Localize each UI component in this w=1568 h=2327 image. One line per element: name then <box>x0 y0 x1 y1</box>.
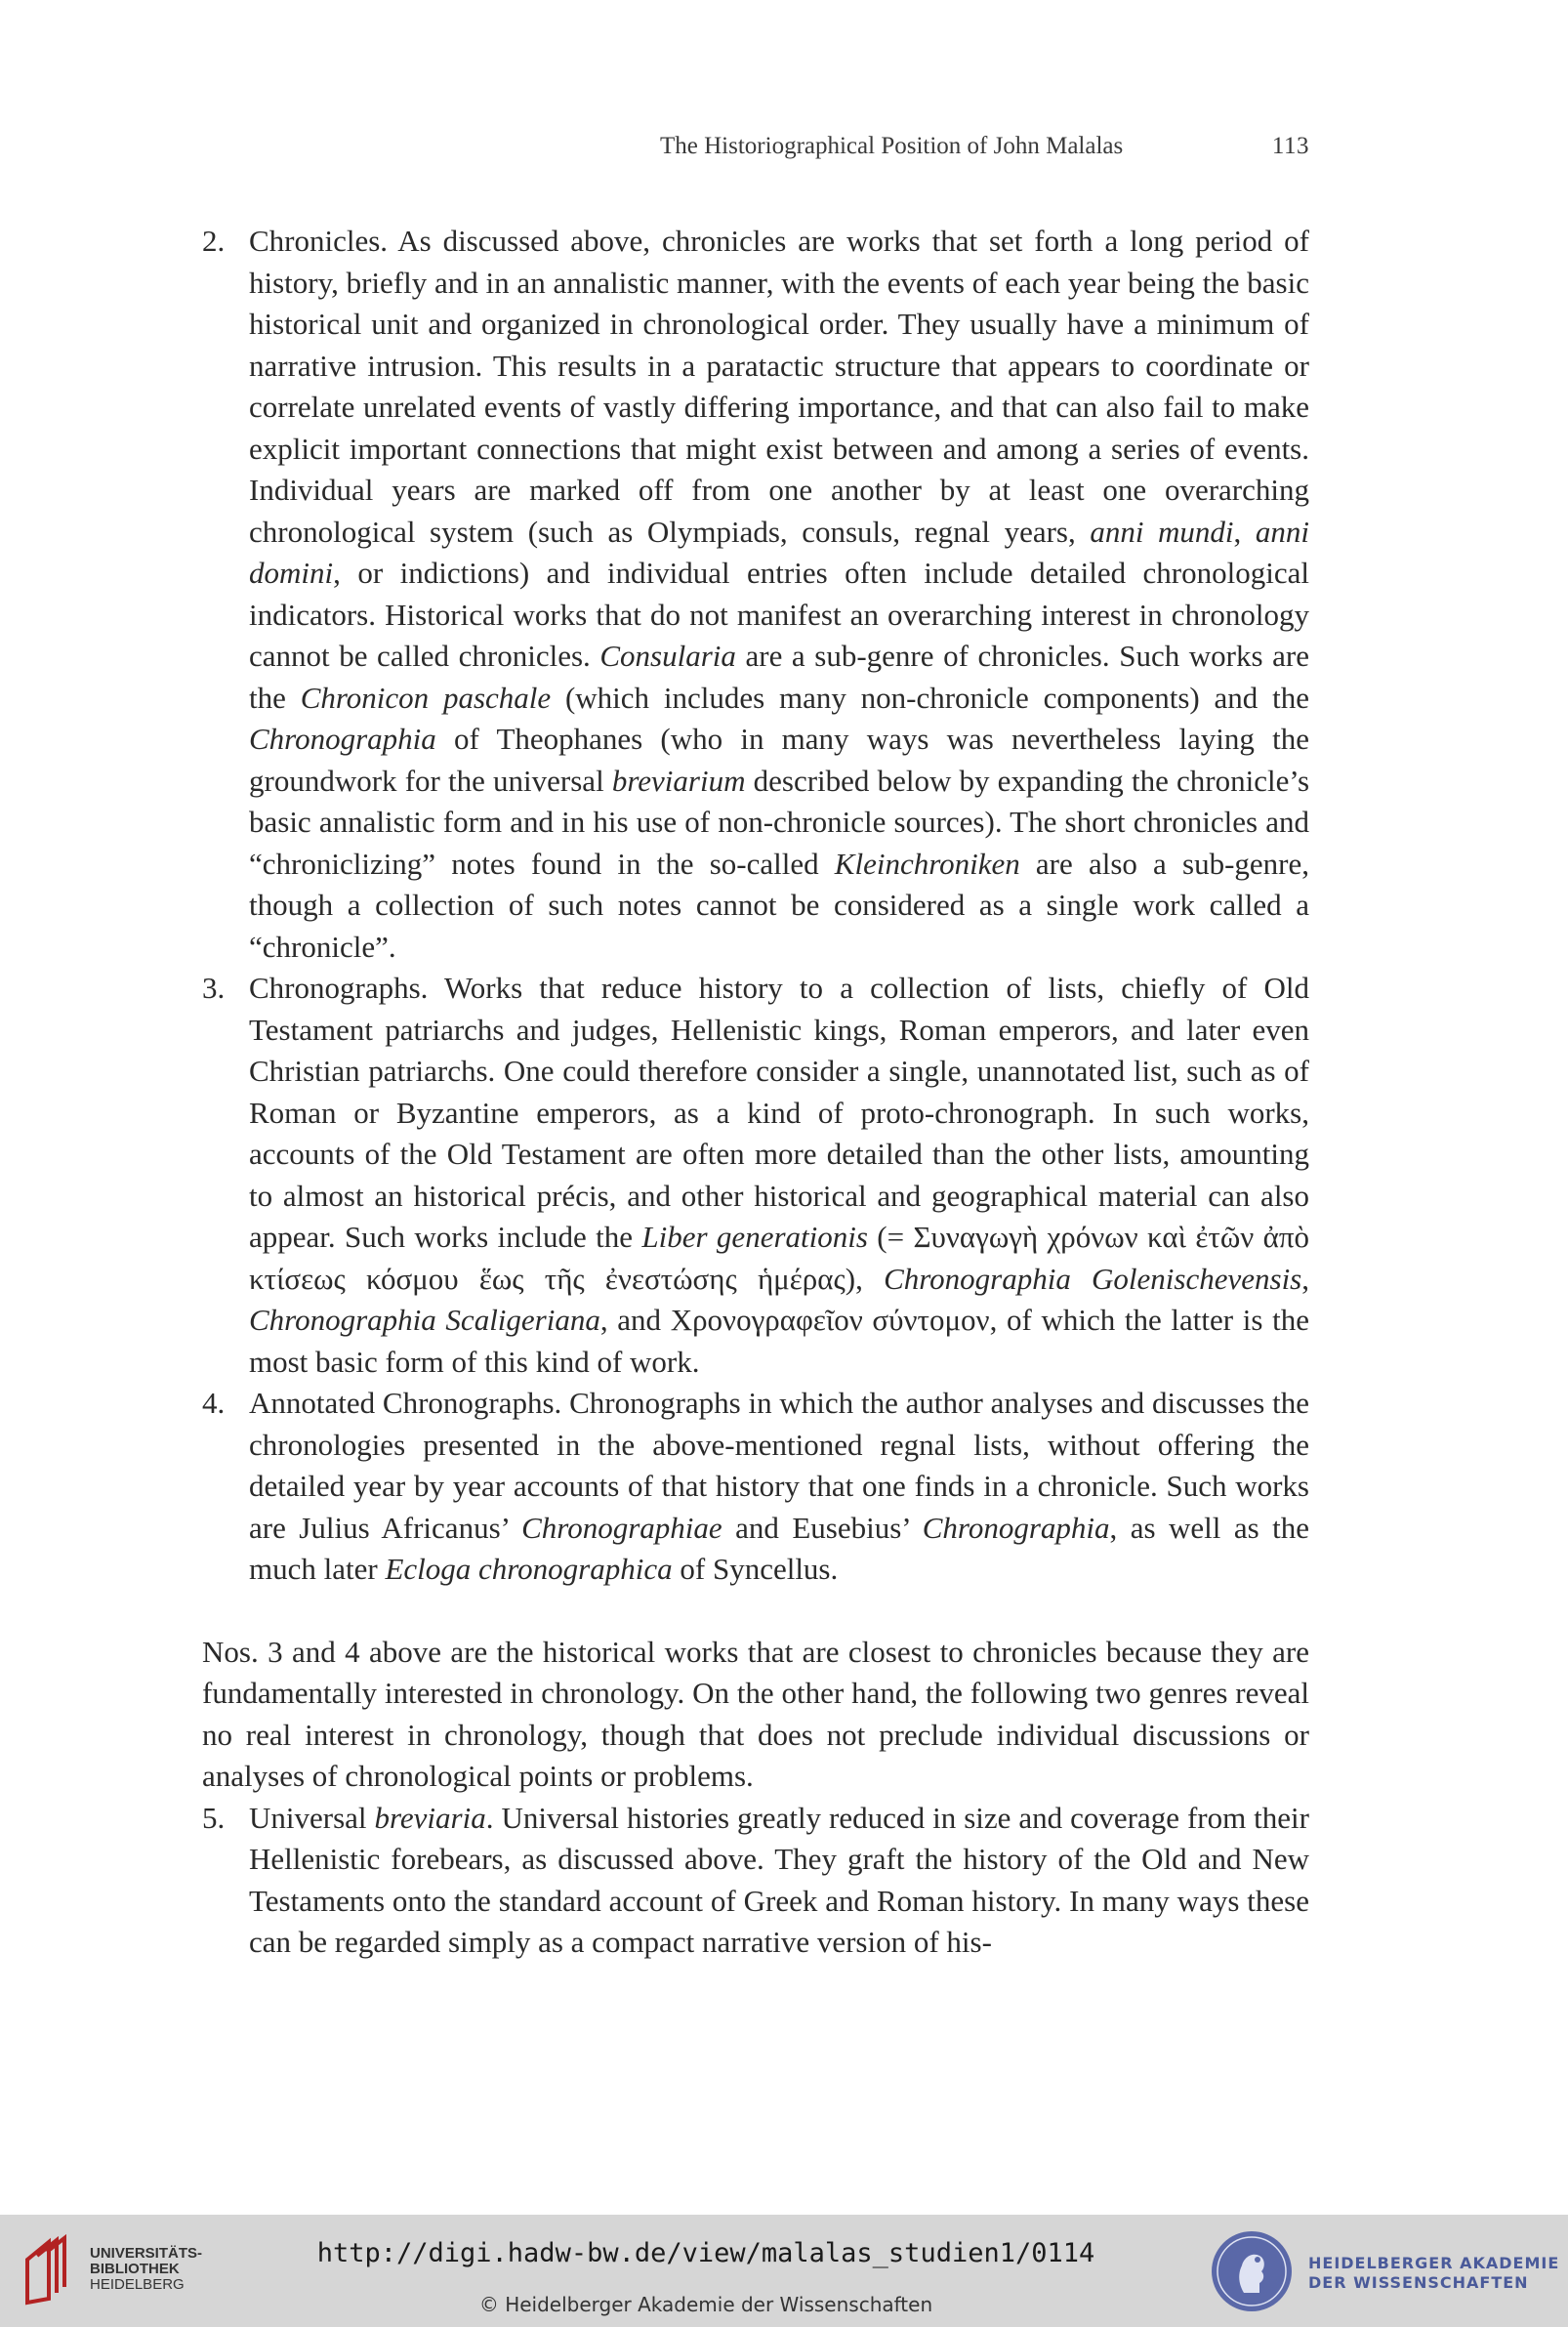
running-header <box>660 133 1309 168</box>
page-number: 113 <box>1271 133 1309 159</box>
list-item-number: 3. <box>202 971 226 1005</box>
list-item-number: 4. <box>202 1386 226 1420</box>
academy-seal-icon <box>1209 2228 1295 2314</box>
running-title: The Historiographical Position of John Malalas <box>660 133 1124 159</box>
footer-band <box>0 2215 1568 2327</box>
list-item-number: 5. <box>202 1800 226 1835</box>
copyright-notice: © Heidelberger Akademie der Wissenschaften <box>478 2293 933 2316</box>
list-item-text: Chronographs. Works that reduce history to a collection of lists, chiefly of Old Testament patriarchs and judges, Hellenistic kings, Roman emperors, and later even Christian patriarchs. One could therefore consider a single, unannotated list, such as of Roman or Byzantine emperors, as a kind of proto-chronograph. In such works, accounts of the Old Testament are often more detailed than the other lists, amounting to almost an historical précis, and other historical and geographical material can also appear. Such works include the Liber generationis (= Συναγωγὴ χρόνων καὶ ἐτῶν ἀπὸ κτίσεως κόσμου ἕως τῆς ἐνεστώσης ἡμέρας), Chronographia Golenischevensis, Chronographia Scaligeriana, and Χρονογραφεῖον σύντομον, of which the latter is the most basic form of this kind of work. <box>249 971 1310 1379</box>
academy-label <box>1308 2254 1559 2293</box>
ub-line-1: UNIVERSITÄTS- <box>90 2245 203 2262</box>
academy-line-2: DER WISSENSCHAFTEN <box>1308 2273 1529 2292</box>
list-item-text: Annotated Chronographs. Chronographs in which the author analyses and discusses the chronologies presented in the above-mentioned regnal lists, without offering the detailed year by year accounts of that history that one finds in a chronicle. Such works are Julius Africanus’ Chronographiae and Eusebius’ Chronographia, as well as the much later Ecloga chronographica of Syncellus. <box>249 1386 1310 1586</box>
list-item-text: Universal breviaria. Universal histories greatly reduced in size and coverage from their Hellenistic forebears, as discussed above. They graft the history of the Old and New Testaments onto the standard account of Greek and Roman history. In many ways these can be regarded simply as a compact narrative version of his- <box>249 1800 1309 1959</box>
academy-line-1: HEIDELBERGER AKADEMIE <box>1308 2254 1560 2272</box>
body-text <box>202 221 1309 1964</box>
copyright-row <box>0 2293 1568 2316</box>
paragraph: Nos. 3 and 4 above are the historical works that are closest to chronicles because they are fundamentally interested in chronology. On the other hand, the following two genres reveal no real interest in chronology, though that does not preclude individual discussions or analyses of chronological points or problems. <box>202 1634 1309 1793</box>
list-item <box>202 968 1309 1383</box>
source-url-link[interactable]: http://digi.hadw-bw.de/view/malalas_studien1/0114 <box>316 2238 1095 2268</box>
ub-line-3: HEIDELBERG <box>90 2276 185 2293</box>
list-item-text: Chronicles. As discussed above, chronicles are works that set forth a long period of history, briefly and in an annalistic manner, with the events of each year being the basic historical unit and organized in chronological order. They usually have a minimum of narrative intrusion. This results in a paratactic structure that appears to coordinate or correlate unrelated events of vastly differing importance, and that can also fail to make explicit important connections that might exist between and among a series of events. Individual years are marked off from one another by at least one overarching chronological system (such as Olympiads, consuls, regnal years, anni mundi, anni domini, or indictions) and individual entries often include detailed chronological indicators. Historical works that do not manifest an overarching interest in chronology cannot be called chronicles. Consularia are a sub-genre of chronicles. Such works are the Chronicon paschale (which includes many non-chronicle components) and the Chronographia of Theophanes (who in many ways was nevertheless laying the groundwork for the universal breviarium described below by expanding the chronicle’s basic annalistic form and in his use of non-chronicle sources). The short chronicles and “chroniclizing” notes found in the so-called Kleinchroniken are also a sub-genre, though a collection of such notes cannot be considered as a single work called a “chronicle”. <box>249 224 1310 964</box>
list-item <box>202 1383 1309 1591</box>
ub-line-2: BIBLIOTHEK <box>90 2261 180 2277</box>
list-item-number: 2. <box>202 224 226 258</box>
list-item <box>202 1798 1309 1964</box>
list-item <box>202 221 1309 968</box>
